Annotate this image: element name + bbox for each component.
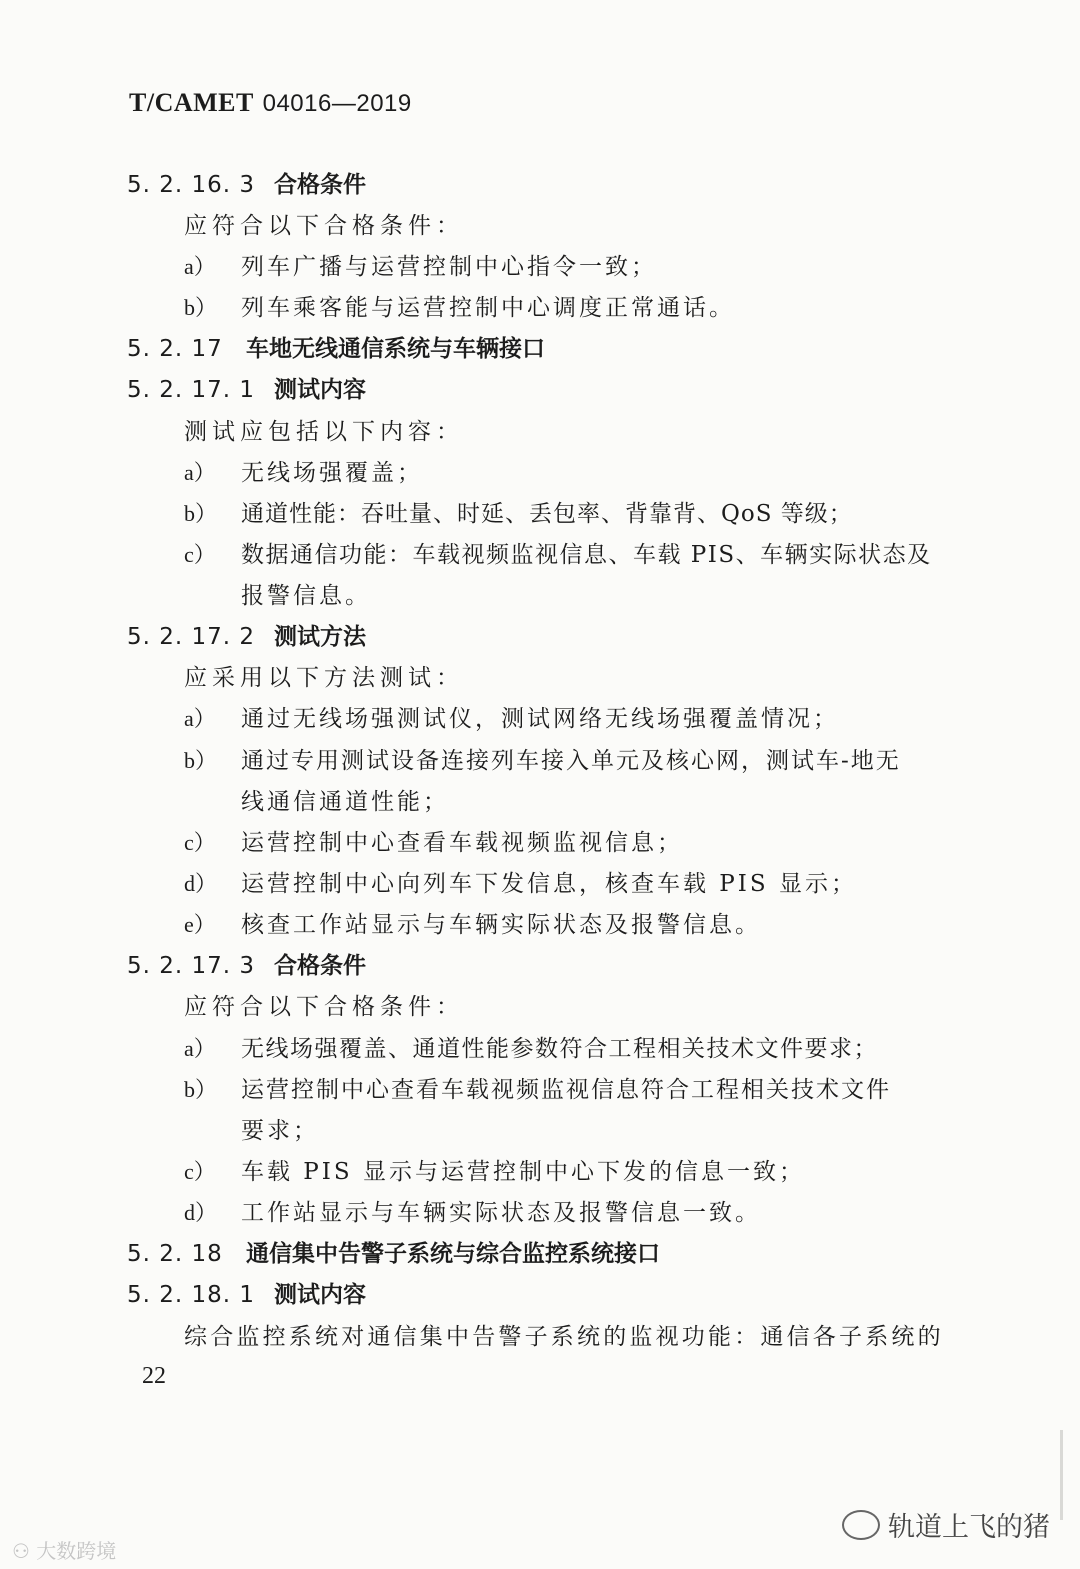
section-5-2-17-2 [127, 618, 366, 651]
list-item: b） 通过专用测试设备连接列车接入单元及核心网，测试车-地无 [184, 748, 901, 774]
page-number: 22 [142, 1363, 166, 1389]
section-5-2-18 [127, 1235, 660, 1268]
list-item-continuation: 要求； [241, 1118, 319, 1144]
standard-number: 04016—2019 [262, 90, 412, 117]
watermark-left: ⚇ 大数跨境 [12, 1539, 117, 1563]
section-title: 测试内容 [274, 1282, 366, 1308]
section-number: 5. 2. 16. 3 [127, 172, 256, 198]
section-number: 5. 2. 17. 2 [127, 624, 256, 650]
section-title: 测试方法 [274, 624, 366, 650]
list-item: b） 列车乘客能与运营控制中心调度正常通话。 [184, 295, 735, 321]
list-item: c） 运营控制中心查看车载视频监视信息； [184, 830, 683, 856]
list-item: d） 工作站显示与车辆实际状态及报警信息一致。 [184, 1200, 761, 1226]
standard-prefix: T/CAMET [129, 88, 254, 117]
section-5-2-17-3 [127, 947, 366, 980]
section-number: 5. 2. 17. 1 [127, 377, 256, 403]
wechat-icon [842, 1510, 880, 1540]
section-5-2-17 [127, 330, 545, 363]
section-5-2-16-3 [127, 166, 366, 199]
list-item: b） 通道性能：吞吐量、时延、丢包率、背靠背、QoS 等级； [184, 501, 853, 527]
section-title: 测试内容 [274, 377, 366, 403]
section-5-2-18-1 [127, 1276, 366, 1309]
section-title: 合格条件 [274, 953, 366, 979]
list-item: a） 通过无线场强测试仪，测试网络无线场强覆盖情况； [184, 706, 839, 732]
section-number: 5. 2. 17. 3 [127, 953, 256, 979]
section-title: 合格条件 [274, 172, 366, 198]
list-item: d） 运营控制中心向列车下发信息，核查车载 PIS 显示； [184, 871, 857, 897]
watermark-logo-icon: ⚇ [12, 1539, 37, 1563]
section-number: 5. 2. 17 [127, 336, 223, 362]
list-item: a） 无线场强覆盖； [184, 460, 423, 486]
list-item: b） 运营控制中心查看车载视频监视信息符合工程相关技术文件 [184, 1077, 891, 1103]
list-item: c） 数据通信功能：车载视频监视信息、车载 PIS、车辆实际状态及 [184, 542, 932, 568]
list-item: a） 无线场强覆盖、通道性能参数符合工程相关技术文件要求； [184, 1036, 878, 1062]
section-title: 车地无线通信系统与车辆接口 [246, 336, 545, 362]
watermark-right: 轨道上飞的猪 [842, 1505, 1050, 1544]
list-item: c） 车载 PIS 显示与运营控制中心下发的信息一致； [184, 1159, 805, 1185]
paragraph-intro: 应符合以下合格条件： [184, 213, 464, 239]
list-item-continuation: 报警信息。 [241, 583, 371, 609]
standard-header [129, 88, 412, 118]
paragraph-intro: 应符合以下合格条件： [184, 994, 464, 1020]
section-number: 5. 2. 18. 1 [127, 1282, 256, 1308]
paragraph-text: 综合监控系统对通信集中告警子系统的监视功能：通信各子系统的 [184, 1324, 944, 1350]
section-title: 通信集中告警子系统与综合监控系统接口 [246, 1241, 660, 1267]
section-number: 5. 2. 18 [127, 1241, 223, 1267]
section-5-2-17-1 [127, 371, 366, 404]
paragraph-intro: 测试应包括以下内容： [184, 419, 464, 445]
paragraph-intro: 应采用以下方法测试： [184, 665, 464, 691]
list-item: e） 核查工作站显示与车辆实际状态及报警信息。 [184, 912, 761, 938]
list-item: a） 列车广播与运营控制中心指令一致； [184, 254, 657, 280]
list-item-continuation: 线通信通道性能； [241, 789, 449, 815]
scan-edge-mark [1060, 1430, 1063, 1520]
